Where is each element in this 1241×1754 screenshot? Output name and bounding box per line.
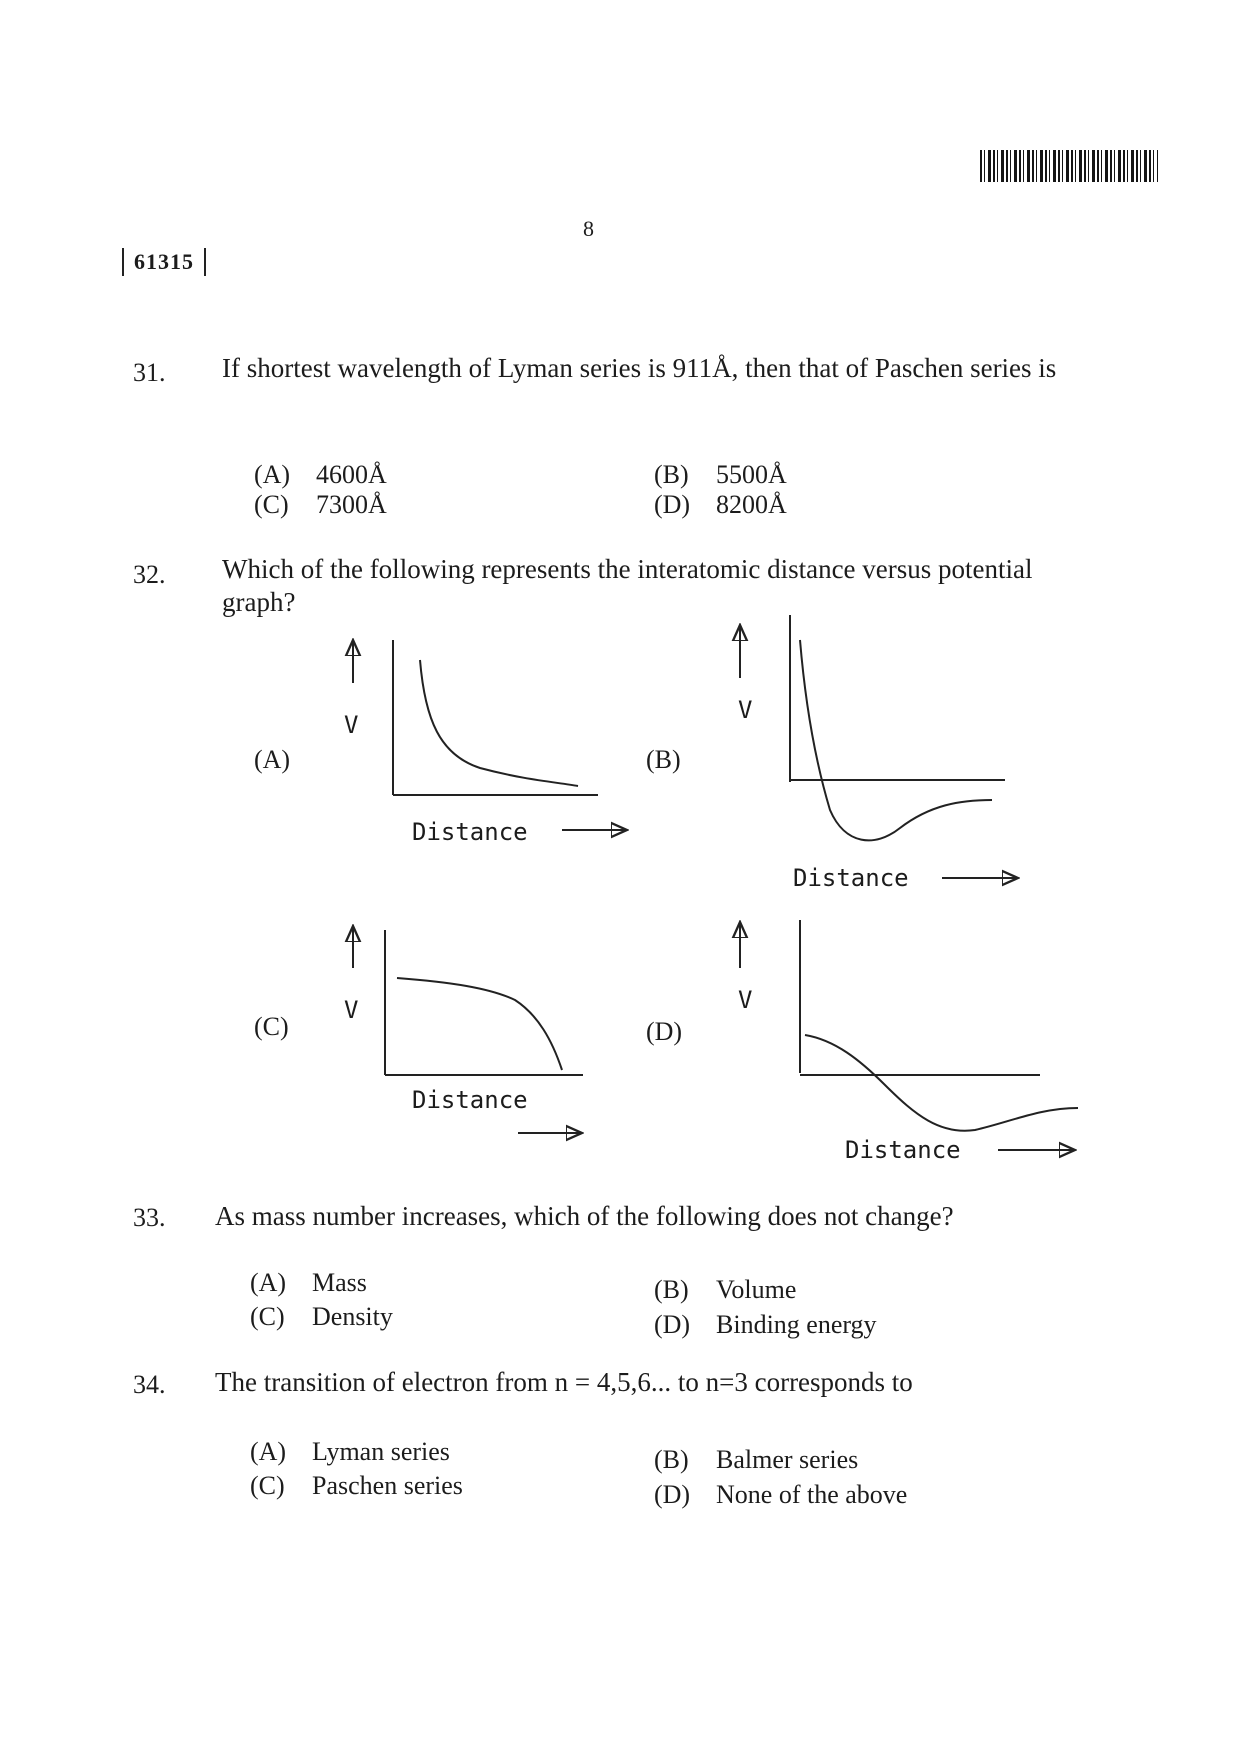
option-text: Balmer series (716, 1445, 859, 1474)
question-34-text: The transition of electron from n = 4,5,6... to n=3 corresponds to (215, 1367, 913, 1397)
graph-d (740, 920, 1078, 1150)
option-label: (A) (250, 1437, 287, 1466)
option-label: (B) (654, 1445, 689, 1474)
question-33-option-b (654, 1275, 796, 1305)
graph-c-label: (C) (254, 1012, 289, 1041)
question-32-text: Which of the following represents the interatomic distance versus potential graph? (222, 554, 1033, 617)
graph-d-x-label: Distance (845, 1136, 961, 1164)
page-number: 8 (583, 216, 594, 241)
option-text: 4600Å (316, 460, 387, 489)
graph-b (740, 615, 1018, 878)
graph-b-label: (B) (646, 745, 681, 774)
question-33-option-a (250, 1268, 367, 1298)
question-34-option-a (250, 1437, 450, 1467)
graph-b-y-label: V (738, 696, 753, 724)
option-text: Lyman series (312, 1437, 450, 1466)
question-33-option-d (654, 1310, 877, 1340)
option-text: Density (312, 1302, 393, 1331)
option-label: (B) (654, 1275, 689, 1304)
paper-code: 61315 (122, 248, 206, 276)
option-text: 8200Å (716, 490, 787, 519)
graph-c-y-label: V (344, 996, 359, 1024)
question-33-text: As mass number increases, which of the following does not change? (215, 1201, 954, 1231)
option-text: Volume (716, 1275, 797, 1304)
graph-c-x-label: Distance (412, 1086, 528, 1114)
question-33-option-c (250, 1302, 393, 1332)
graph-a-curve (420, 660, 578, 786)
option-text: 5500Å (716, 460, 787, 489)
question-31-text: If shortest wavelength of Lyman series is 911Å, then that of Paschen series is (222, 353, 1057, 383)
option-label: (C) (254, 490, 289, 519)
option-text: Paschen series (312, 1471, 463, 1500)
question-34-option-b (654, 1445, 858, 1475)
option-label: (D) (654, 1310, 691, 1339)
question-31-number: 31. (133, 358, 166, 387)
option-label: (B) (654, 460, 689, 489)
option-label: (D) (654, 490, 691, 519)
question-34-option-d (654, 1480, 907, 1510)
option-text: Mass (312, 1268, 367, 1297)
graph-a (353, 640, 627, 830)
option-label: (C) (250, 1302, 285, 1331)
graph-b-x-label: Distance (793, 864, 909, 892)
option-label: (A) (254, 460, 291, 489)
option-text: None of the above (716, 1480, 908, 1509)
graph-a-label: (A) (254, 745, 291, 774)
graph-d-curve (805, 1035, 1078, 1131)
question-34-option-c (250, 1471, 463, 1501)
option-text: Binding energy (716, 1310, 877, 1339)
option-label: (C) (250, 1471, 285, 1500)
option-text: 7300Å (316, 490, 387, 519)
graph-c-curve (397, 978, 562, 1070)
question-33-number: 33. (133, 1203, 166, 1232)
graph-d-label: (D) (646, 1017, 683, 1046)
graph-a-y-label: V (344, 711, 359, 739)
graph-d-y-label: V (738, 986, 753, 1014)
graph-a-x-label: Distance (412, 818, 528, 846)
question-34-number: 34. (133, 1370, 166, 1399)
graph-b-curve (800, 640, 992, 840)
question-32-number: 32. (133, 560, 166, 589)
option-label: (A) (250, 1268, 287, 1297)
option-label: (D) (654, 1480, 691, 1509)
